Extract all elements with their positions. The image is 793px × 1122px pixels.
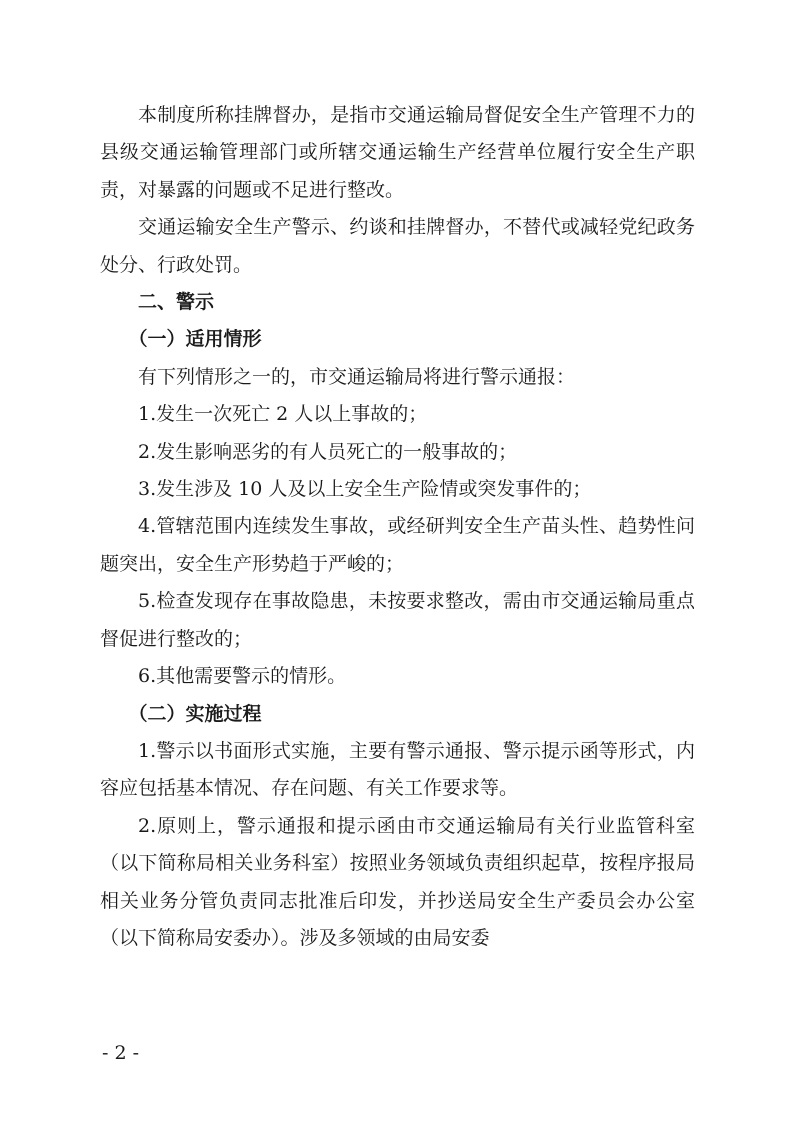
section-heading-warning: 二、警示 bbox=[138, 291, 215, 314]
list-item-2: 2.发生影响恶劣的有人员死亡的一般事故的； bbox=[138, 440, 518, 463]
list-item-4: 4.管辖范围内连续发生事故，或经研判安全生产苗头性、趋势性问题突出，安全生产形势趋于严峻的； bbox=[100, 515, 695, 575]
paragraph-no-substitution: 交通运输安全生产警示、约谈和挂牌督办，不替代或减轻党纪政务处分、行政处罚。 bbox=[100, 216, 695, 276]
document-body bbox=[100, 97, 695, 957]
implementation-item-1: 1.警示以书面形式实施，主要有警示通报、警示提示函等形式，内容应包括基本情况、存在问题、有关工作要求等。 bbox=[100, 739, 695, 800]
list-item-1: 1.发生一次死亡 2 人以上事故的； bbox=[138, 403, 428, 426]
paragraph-listing-definition: 本制度所称挂牌督办，是指市交通运输局督促安全生产管理不力的县级交通运输管理部门或所辖交通运输生产经营单位履行安全生产职责，对暴露的问题或不足进行整改。 bbox=[100, 104, 695, 201]
list-intro: 有下列情形之一的，市交通运输局将进行警示通报： bbox=[138, 365, 576, 388]
list-item-3: 3.发生涉及 10 人及以上安全生产险情或突发事件的； bbox=[138, 478, 592, 501]
list-item-6: 6.其他需要警示的情形。 bbox=[138, 665, 347, 688]
list-item-5: 5.检查发现存在事故隐患，未按要求整改，需由市交通运输局重点督促进行整改的； bbox=[100, 590, 695, 650]
subsection-heading-implementation: （二）实施过程 bbox=[128, 702, 262, 725]
subsection-heading-applicable-cases: （一）适用情形 bbox=[128, 328, 262, 351]
implementation-item-2: 2.原则上，警示通报和提示函由市交通运输局有关行业监管科室（以下简称局相关业务科室）按照业务领域负责组织起草，按程序报局相关业务分管负责同志批准后印发，并抄送局安全生产委员会办公室（以下简称局安委办）。涉及多领域的由局安委 bbox=[100, 814, 695, 949]
page-number: - 2 - bbox=[102, 1042, 140, 1064]
